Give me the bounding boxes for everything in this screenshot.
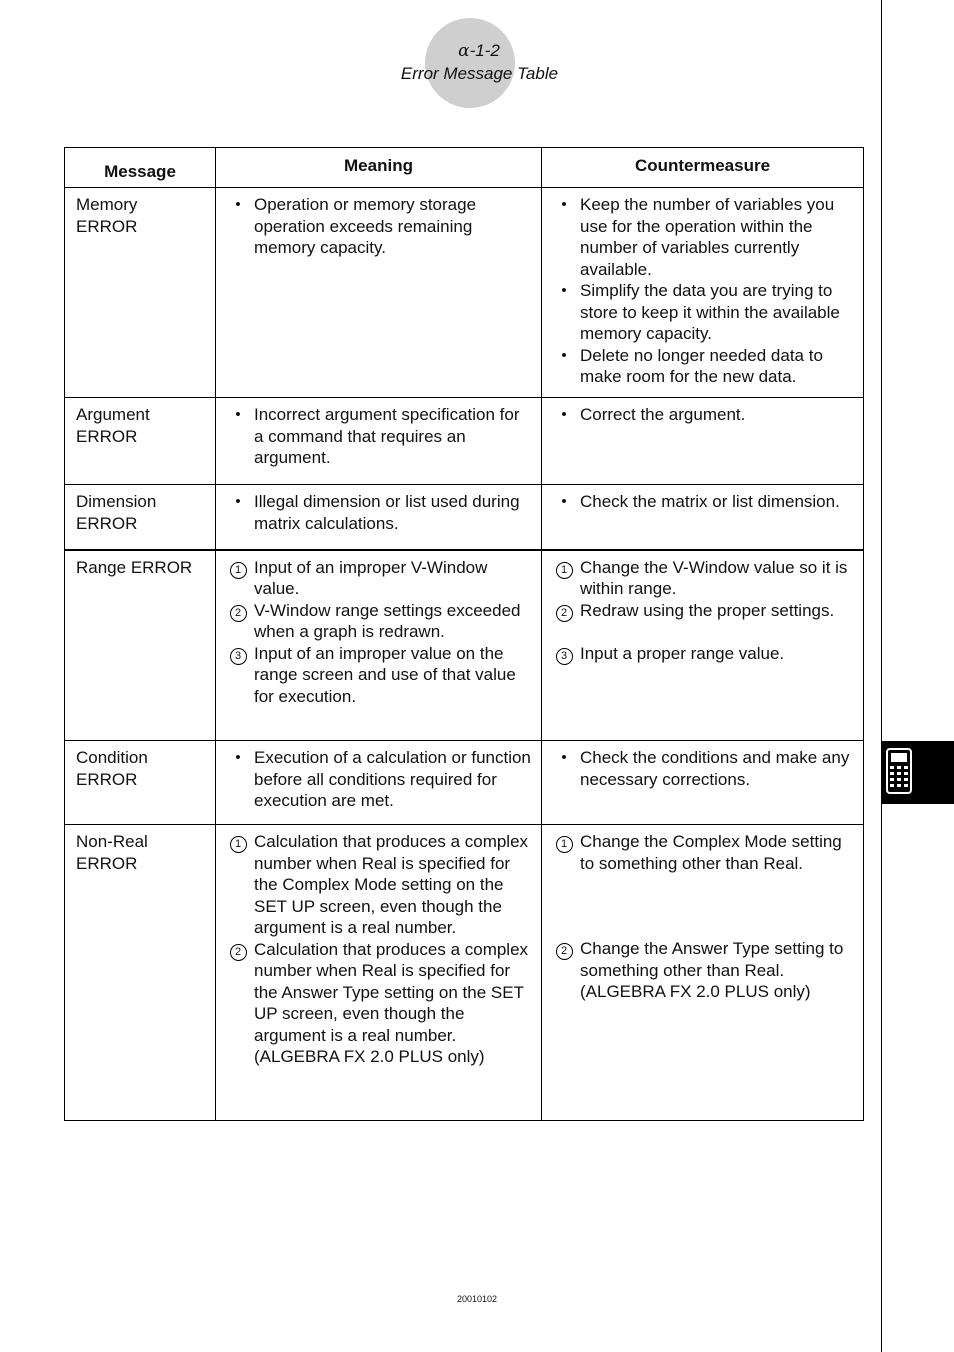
column-header-meaning: Meaning: [216, 148, 542, 188]
circled-number-marker: [553, 831, 575, 853]
chapter-tab: [882, 741, 954, 804]
countermeasure-list: [553, 404, 853, 426]
list-item: [553, 600, 853, 622]
cell-message: Non-Real ERROR: [65, 825, 216, 1121]
right-margin-rule: [881, 0, 882, 1352]
item-text: Input a proper range value.: [580, 644, 785, 663]
item-text: Delete no longer needed data to make room for the new data.: [580, 345, 823, 386]
list-item: [553, 194, 853, 280]
item-text: Redraw using the proper settings.: [580, 600, 835, 620]
circled-number: 3: [556, 648, 573, 665]
item-text: Check the matrix or list dimension.: [580, 492, 840, 511]
item-text: Keep the number of variables you use for the operation within the number of variables currently available.: [580, 195, 835, 279]
list-item: [553, 831, 853, 874]
circled-number: 2: [230, 944, 247, 961]
list-item: [227, 939, 531, 1068]
circled-number: 1: [556, 836, 573, 853]
table-header-row: [65, 148, 864, 188]
circled-number: 2: [556, 605, 573, 622]
cell-countermeasure: [542, 398, 864, 485]
list-item: [553, 747, 853, 790]
page-number-prefix: α: [458, 41, 470, 61]
list-item: [553, 280, 853, 345]
meaning-list: [227, 831, 531, 1068]
item-text: Change the Answer Type setting to something other than Real. (ALGEBRA FX 2.0 PLUS only): [580, 939, 844, 1001]
meaning-list: [227, 404, 531, 469]
cell-countermeasure: [542, 825, 864, 1121]
table-row: [65, 188, 864, 398]
cell-message: Dimension ERROR: [65, 485, 216, 550]
list-item: [227, 194, 531, 259]
bullet-marker: [553, 345, 575, 367]
item-text: Change the V-Window value so it is within range.: [580, 557, 848, 598]
item-text: V-Window range settings exceeded when a graph is redrawn.: [254, 600, 521, 641]
table-body: [65, 188, 864, 1121]
cell-meaning: [216, 550, 542, 741]
circled-number-marker: [227, 643, 249, 665]
meaning-list: [227, 557, 531, 708]
cell-countermeasure: [542, 741, 864, 825]
circled-number: 1: [230, 836, 247, 853]
item-text: Correct the argument.: [580, 405, 746, 424]
list-item: [227, 557, 531, 600]
list-item: [227, 404, 531, 469]
cell-meaning: [216, 825, 542, 1121]
bullet-glyph: •: [235, 196, 241, 213]
page-number: [0, 41, 954, 61]
calculator-icon: [886, 748, 912, 794]
bullet-glyph: •: [561, 196, 567, 213]
list-item: [553, 404, 853, 426]
item-text: Check the conditions and make any necessary corrections.: [580, 748, 850, 789]
cell-countermeasure: [542, 485, 864, 550]
cell-meaning: [216, 741, 542, 825]
list-item: [553, 643, 853, 665]
circled-number-marker: [227, 557, 249, 579]
bullet-glyph: •: [561, 346, 567, 364]
section-title: Error Message Table: [400, 64, 559, 83]
bullet-glyph: •: [235, 493, 241, 510]
cell-meaning: [216, 398, 542, 485]
countermeasure-list: [553, 491, 853, 513]
list-item: [227, 491, 531, 534]
list-item: [553, 938, 853, 1003]
item-text: Calculation that produces a complex number when Real is specified for the Answer Type setting on the SET UP screen, even though the argument is a real number. (ALGEBRA FX 2.0 PLUS only): [254, 939, 529, 1066]
list-item: [553, 345, 853, 388]
countermeasure-list: [553, 557, 853, 665]
cell-meaning: [216, 188, 542, 398]
bullet-marker: [553, 491, 575, 513]
circled-number: 1: [230, 562, 247, 579]
countermeasure-list: [553, 747, 853, 790]
error-message-table: [64, 147, 864, 1121]
circled-number-marker: [553, 557, 575, 579]
meaning-list: [227, 747, 531, 812]
bullet-glyph: •: [561, 493, 567, 510]
item-text: Input of an improper V-Window value.: [254, 557, 488, 598]
item-text: Change the Complex Mode setting to something other than Real.: [580, 832, 842, 873]
circled-number-marker: [553, 600, 575, 622]
cell-countermeasure: [542, 550, 864, 741]
bullet-marker: [227, 194, 249, 216]
page-number-suffix: -1-2: [469, 41, 500, 60]
circled-number-marker: [227, 600, 249, 622]
list-item: [553, 557, 853, 600]
item-text: Operation or memory storage operation exceeds remaining memory capacity.: [254, 195, 477, 257]
bullet-marker: [227, 491, 249, 513]
list-item: [227, 643, 531, 708]
bullet-glyph: •: [561, 749, 567, 766]
meaning-list: [227, 491, 531, 534]
cell-message: Memory ERROR: [65, 188, 216, 398]
item-text: Input of an improper value on the range screen and use of that value for execution.: [254, 643, 516, 706]
table-row: [65, 485, 864, 550]
circled-number-marker: [553, 643, 575, 665]
item-text: Illegal dimension or list used during matrix calculations.: [254, 492, 520, 533]
footer-code: 20010102: [456, 1294, 498, 1304]
cell-message: Range ERROR: [65, 550, 216, 741]
cell-countermeasure: [542, 188, 864, 398]
circled-number: 3: [230, 648, 247, 665]
circled-number-marker: [227, 939, 249, 961]
item-text: Calculation that produces a complex number when Real is specified for the Complex Mode setting on the SET UP screen, even though the argument is a real number.: [254, 832, 529, 937]
countermeasure-list: [553, 194, 853, 388]
item-text: Simplify the data you are trying to store to keep it within the available memory capacity.: [580, 281, 840, 343]
table-row: [65, 398, 864, 485]
column-header-countermeasure: Countermeasure: [542, 148, 864, 188]
list-item: [227, 831, 531, 939]
item-text: Incorrect argument specification for a command that requires an argument.: [254, 405, 520, 467]
bullet-glyph: •: [235, 749, 241, 766]
cell-message: Argument ERROR: [65, 398, 216, 485]
table-row: [65, 741, 864, 825]
column-header-message: Message: [65, 148, 216, 188]
list-item: [227, 747, 531, 812]
countermeasure-list: [553, 831, 853, 1003]
bullet-marker: [553, 194, 575, 216]
table-row: [65, 825, 864, 1121]
bullet-glyph: •: [561, 282, 567, 299]
circled-number-marker: [227, 831, 249, 853]
list-item: [553, 491, 853, 513]
bullet-marker: [227, 404, 249, 426]
bullet-marker: [553, 280, 575, 302]
cell-meaning: [216, 485, 542, 550]
bullet-marker: [553, 404, 575, 426]
circled-number: 2: [556, 943, 573, 960]
bullet-glyph: •: [561, 406, 567, 423]
meaning-list: [227, 194, 531, 259]
bullet-marker: [227, 747, 249, 769]
item-text: Execution of a calculation or function before all conditions required for execution are met.: [254, 748, 531, 810]
circled-number: 1: [556, 562, 573, 579]
bullet-marker: [553, 747, 575, 769]
header-circle: [425, 18, 515, 108]
cell-message: Condition ERROR: [65, 741, 216, 825]
table-row: [65, 550, 864, 741]
bullet-glyph: •: [235, 406, 241, 423]
list-item: [227, 600, 531, 643]
circled-number: 2: [230, 605, 247, 622]
circled-number-marker: [553, 938, 575, 960]
